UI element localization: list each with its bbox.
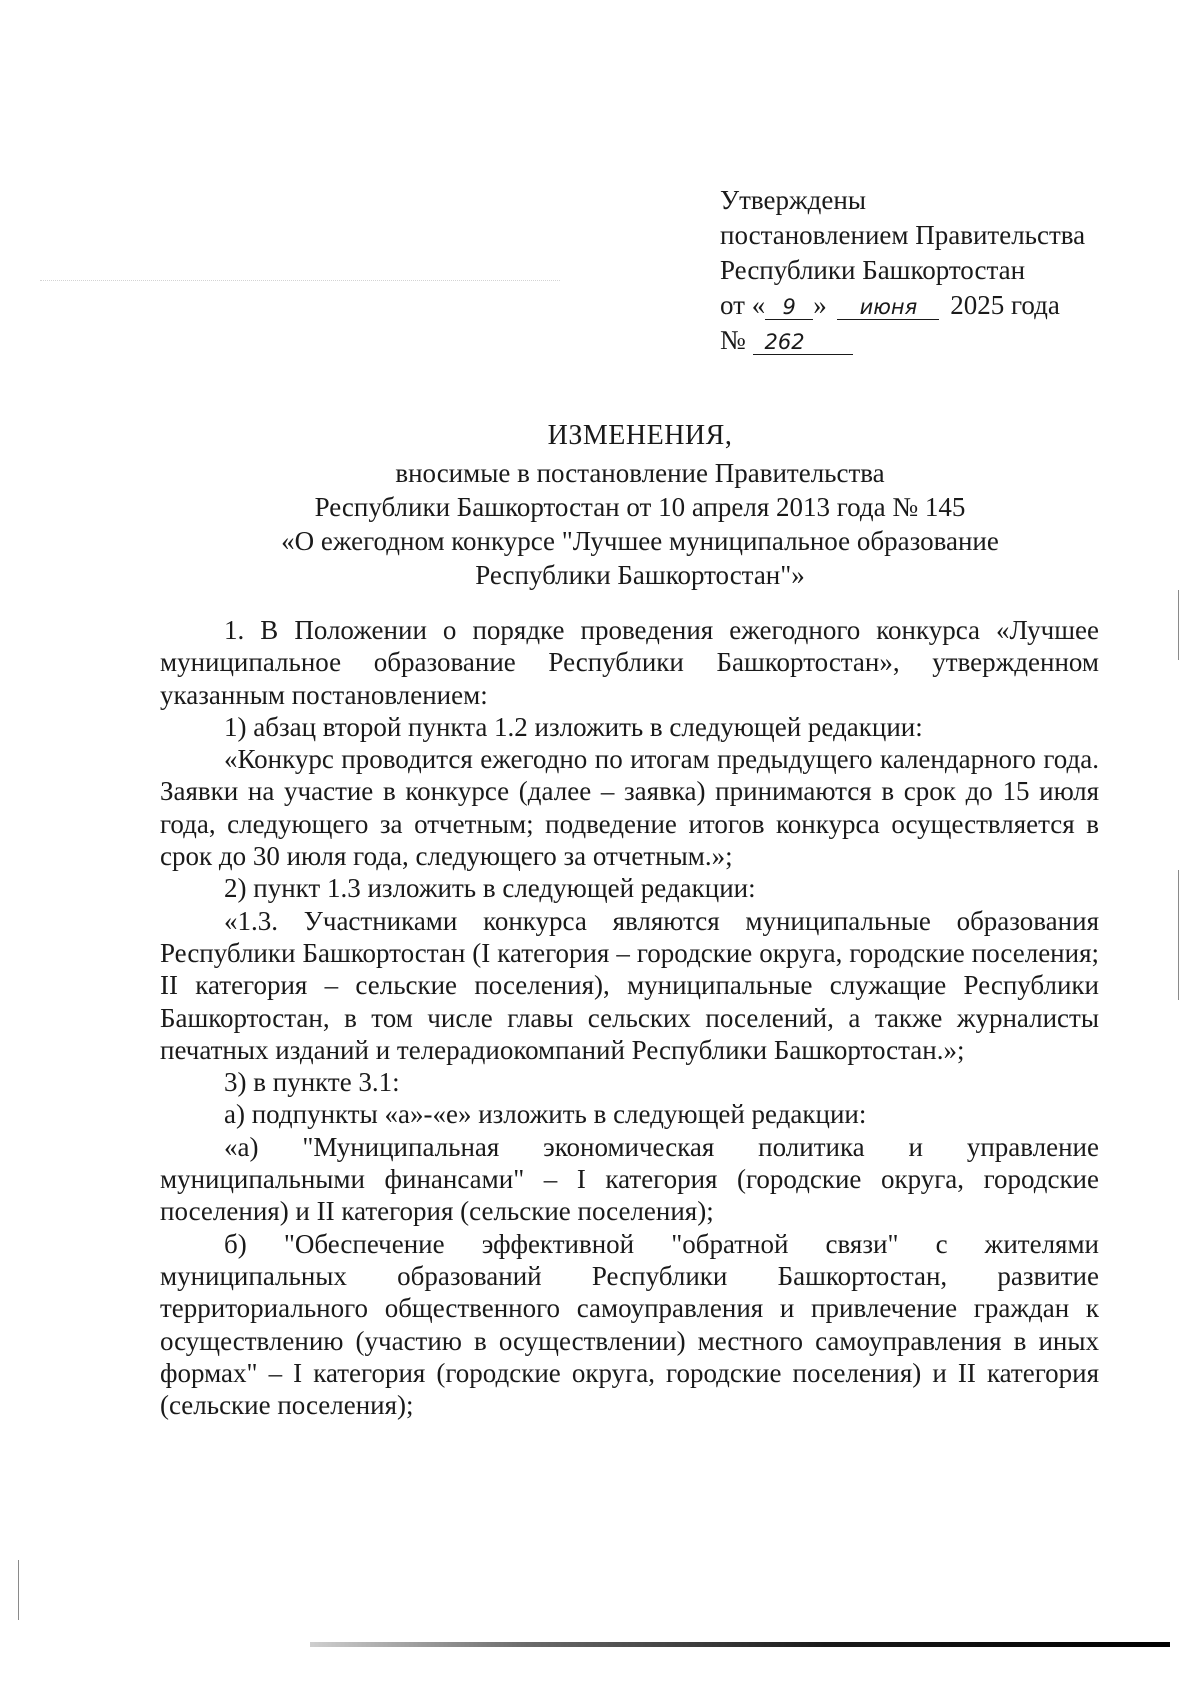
paragraph-5: «1.3. Участниками конкурса являются муниципальные образования Республики Башкортостан (I категория – городские округа, городские поселения; II категория – сельские поселения), муниципальные служащие Республики Башкортостан, в том числе главы сельских поселений, а также журналисты печатных изданий и телерадиокомпаний Республики Башкортостан.»;: [160, 905, 1099, 1065]
approval-line-1: Утверждены: [720, 185, 866, 215]
paragraph-6: 3) в пункте 3.1:: [224, 1067, 400, 1098]
paragraph-9: б) "Обеспечение эффективной "обратной связи" с жителями муниципальных образований Республики Башкортостан, развитие территориального общественного самоуправления и привлечение граждан к осуществлению (участию в осуществлении) местного самоуправления в иных формах" – I категория (городские округа, городские поселения) и II категория (сельские поселения);: [160, 1228, 1099, 1421]
heading-line-2: Республики Башкортостан от 10 апреля 2013 года № 145: [314, 492, 966, 522]
date-month-handwritten: июня: [837, 295, 939, 320]
paragraph-7: а) подпункты «а»-«е» изложить в следующей редакции:: [224, 1099, 867, 1130]
paragraph-3: «Конкурс проводится ежегодно по итогам предыдущего календарного года. Заявки на участие в конкурсе (далее – заявка) принимаются в срок до 15 июля года, следующего за отчетным; подведение итогов конкурса осуществляется в срок до 30 июля года, следующего за отчетным.»;: [160, 744, 1099, 872]
approval-number-line: [720, 323, 1085, 358]
bottom-scan-rule: [310, 1642, 1170, 1647]
approval-date-line: [720, 288, 1085, 323]
number-prefix: №: [720, 325, 746, 355]
date-year: 2025 года: [950, 290, 1060, 320]
date-mid: »: [813, 290, 827, 320]
heading-line-1: вносимые в постановление Правительства: [395, 458, 885, 488]
paragraph-1: 1. В Положении о порядке проведения ежегодного конкурса «Лучшее муниципальное образование Республики Башкортостан», утвержденном указанным постановлением:: [160, 615, 1099, 710]
paragraph-8: «а) "Муниципальная экономическая политика и управление муниципальными финансами" – I категория (городские округа, городские поселения) и II категория (сельские поселения);: [160, 1131, 1099, 1227]
paragraph-4: 2) пункт 1.3 изложить в следующей редакции:: [224, 873, 756, 904]
paragraph-2: 1) абзац второй пункта 1.2 изложить в следующей редакции:: [224, 711, 923, 742]
approval-line-2: постановлением Правительства: [720, 220, 1086, 250]
scan-edge-mark: [1178, 590, 1179, 660]
scan-edge-mark: [18, 1560, 19, 1620]
scan-edge-mark: [1178, 870, 1179, 1000]
approval-line-3: Республики Башкортостан: [720, 255, 1026, 285]
heading-line-4: Республики Башкортостан"»: [475, 560, 805, 590]
scan-artifact-dots: [40, 280, 560, 281]
heading-line-3: «О ежегодном конкурсе "Лучшее муниципальное образование: [281, 526, 999, 556]
document-heading: [160, 416, 1120, 592]
number-handwritten: 262: [753, 330, 853, 355]
approval-stamp-block: [720, 183, 1085, 358]
date-prefix: от «: [720, 290, 766, 320]
document-body: [160, 614, 1099, 1421]
date-day-handwritten: 9: [765, 295, 813, 320]
heading-title: ИЗМЕНЕНИЯ,: [547, 420, 733, 451]
